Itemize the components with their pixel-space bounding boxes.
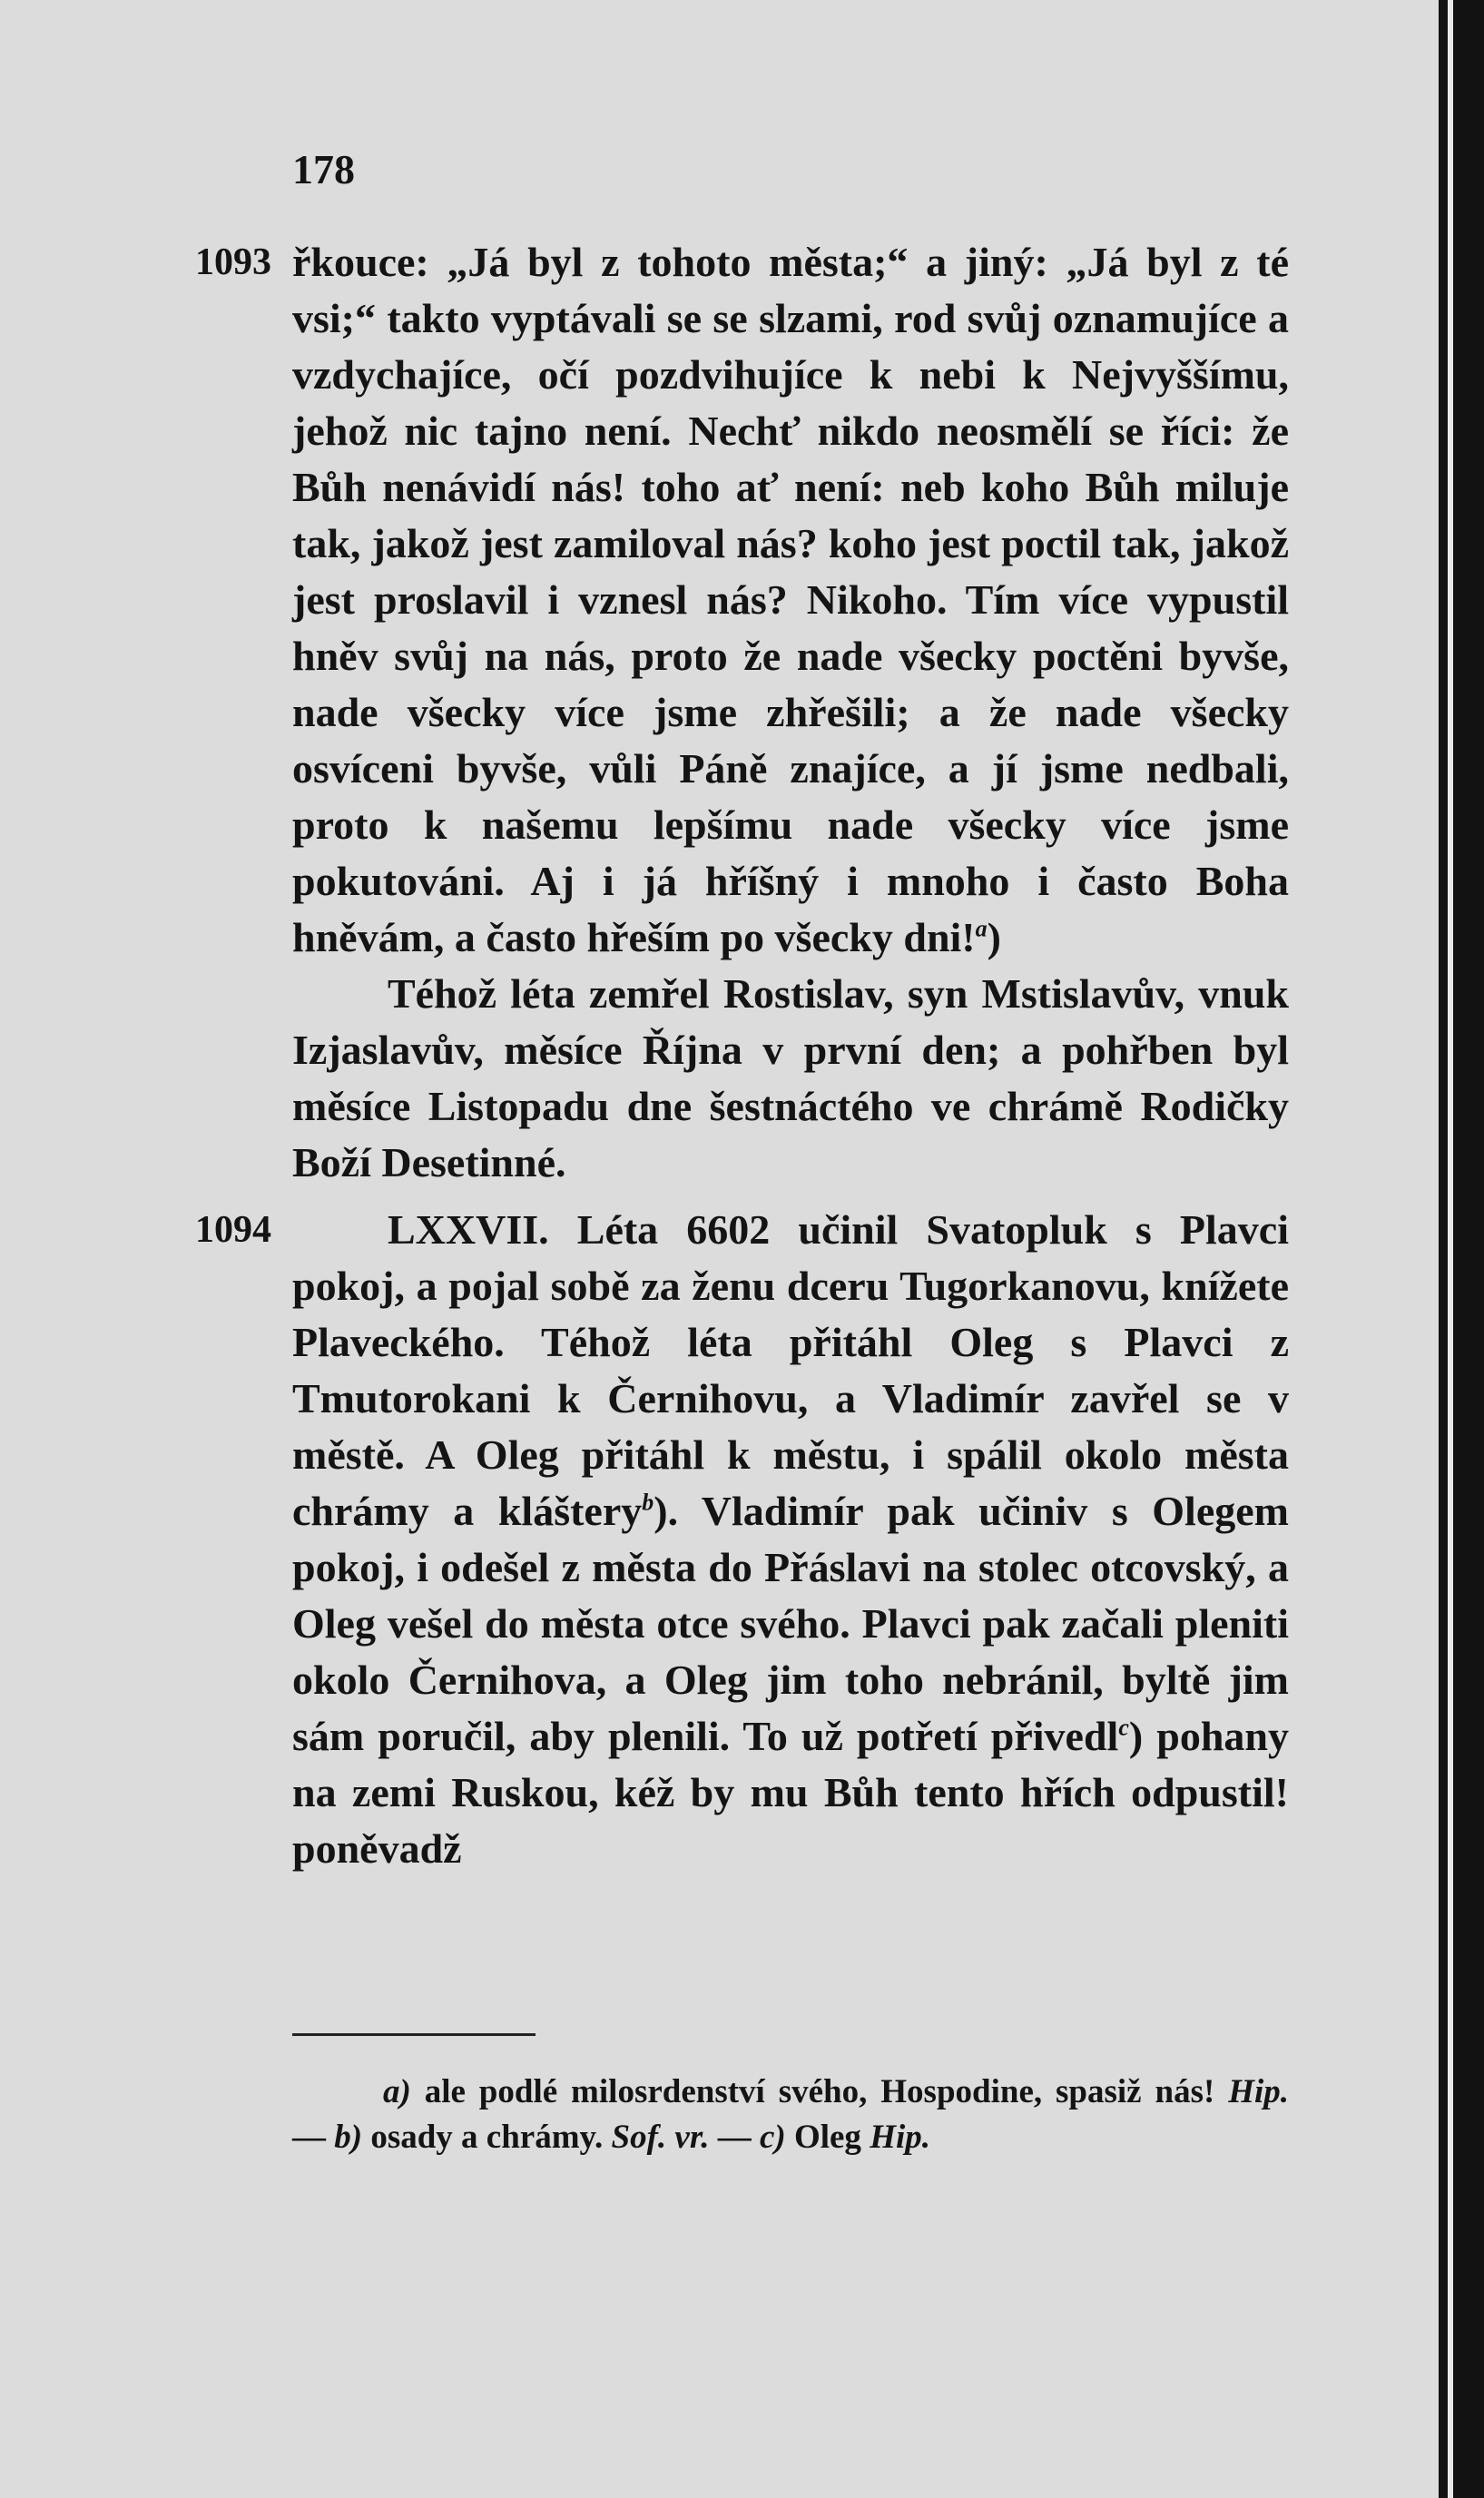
footnote-dash-2: — bbox=[717, 2119, 752, 2156]
page-edge-shadow bbox=[1439, 0, 1484, 2498]
paragraph-3 bbox=[195, 1202, 1290, 1877]
note-ref-c: c bbox=[1118, 1714, 1129, 1741]
paragraph-2-text: Téhož léta zemřel Rostislav, syn Mstislavův, vnuk Izjaslavův, měsíce Října v první den; a pohřben byl měsíce Listopadu dne šestnáctého ve chrámě Rodičky Boží Desetinné. bbox=[292, 970, 1289, 1185]
footnote-block bbox=[292, 2070, 1289, 2160]
margin-year-1094: 1094 bbox=[195, 1209, 271, 1251]
main-text bbox=[195, 234, 1290, 1877]
note-ref-b: b bbox=[642, 1489, 654, 1516]
note-ref-a: a bbox=[975, 915, 988, 942]
footnote-c-source: Hip. bbox=[870, 2119, 930, 2156]
paragraph-3-text-3: ) pohany na zemi Ruskou, kéž by mu Bůh tento hřích odpustil! poněvadž bbox=[292, 1713, 1289, 1872]
footnotes bbox=[292, 2070, 1289, 2160]
footnote-a-label: a) bbox=[383, 2073, 411, 2110]
footnote-c-label: c) bbox=[759, 2119, 786, 2156]
footnote-a-source: Hip. bbox=[1228, 2073, 1289, 2110]
note-ref-a-close: ) bbox=[987, 914, 1001, 960]
paragraph-3-text-1: Léta 6602 učinil Svatopluk s Plavci pokoj, a pojal sobě za ženu dceru Tugorkanovu, knížete Plaveckého. Téhož léta přitáhl Oleg s Plavci z Tmutorokani k Černihovu, a Vladimír zavřel se v městě. A Oleg přitáhl k městu, i spálil okolo města chrámy a kláštery bbox=[292, 1206, 1290, 1534]
adjacent-page-strip bbox=[1448, 0, 1453, 2498]
paragraph-2 bbox=[292, 966, 1289, 1191]
footnote-a-text: ale podlé milosrdenství svého, Hospodine, spasiž nás! bbox=[424, 2073, 1215, 2110]
footnote-c-text: Oleg bbox=[793, 2119, 861, 2156]
footnote-b-label: b) bbox=[334, 2119, 363, 2156]
footnote-b-text: osady a chrámy. bbox=[370, 2119, 604, 2156]
paragraph-1 bbox=[195, 234, 1289, 966]
footnote-dash-1: — bbox=[292, 2119, 326, 2156]
margin-year-1093: 1093 bbox=[195, 241, 271, 283]
page-number: 178 bbox=[292, 146, 355, 192]
footnote-b-source: Sof. vr. bbox=[611, 2119, 710, 2156]
paragraph-3-text-2: ). Vladimír pak učiniv s Olegem pokoj, i odešel z města do Přáslavi na stolec otcovský, a Oleg vešel do města otce svého. Plavci pak začali pleniti okolo Černihova, a Oleg jim toho nebránil, byltě jim sám poručil, aby plenili. To už potřetí přivedl bbox=[292, 1488, 1289, 1759]
footnote-divider bbox=[292, 2033, 536, 2036]
chapter-label: LXXVII. bbox=[388, 1206, 549, 1253]
paragraph-1-text: řkouce: „Já byl z tohoto města;“ a jiný: „Já byl z té vsi;“ takto vyptávali se se slzami, rod svůj oznamujíce a vzdychajíce, očí pozdvihujíce k nebi k Nejvyššímu, jehož nic tajno není. Nechť nikdo neosmělí se říci: že Bůh nenávidí nás! toho ať není: neb koho Bůh miluje tak, jakož jest zamiloval nás? koho jest poctil tak, jakož jest proslavil i vznesl nás? Nikoho. Tím více vypustil hněv svůj na nás, proto že nade všecky poctěni byvše, nade všecky více jsme zhřešili; a že nade všecky osvíceni byvše, vůli Páně znajíce, a jí jsme nedbali, proto k našemu lepšímu nade všecky více jsme pokutováni. Aj i já hříšný i mnoho i často Boha hněvám, a často hřeším po všecky dni! bbox=[292, 239, 1289, 960]
